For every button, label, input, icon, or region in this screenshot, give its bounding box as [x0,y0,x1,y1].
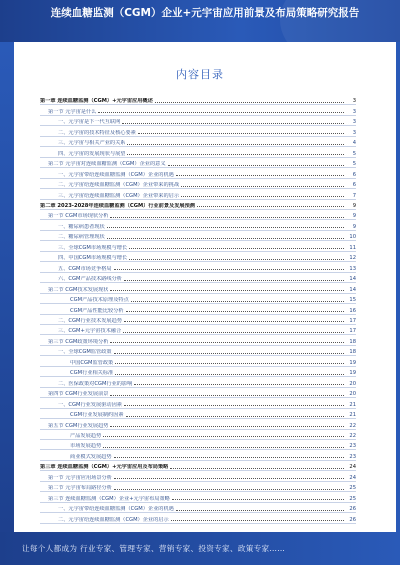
report-title: 连续血糖监测（CGM）企业+元宇宙应用前景及布局策略研究报告 [50,7,360,19]
toc-entry-page: 3 [352,98,356,105]
toc-leader-dots [197,206,344,207]
toc-leader-dots [171,520,344,521]
toc-entry-page: 5 [352,150,356,157]
toc-entry-page: 23 [349,443,356,450]
toc-entry[interactable] [40,461,356,471]
toc-entry-page: 17 [349,317,356,324]
toc-entry-label: CGM产品性能比较分析 [70,307,124,314]
toc-entry-page: 3 [352,119,356,126]
toc-leader-dots [181,186,344,187]
toc-leader-dots [176,175,344,176]
toc-heading: 内容目录 [176,68,224,81]
toc-entry-page: 19 [349,370,356,377]
toc-entry-page: 16 [349,307,356,314]
toc-entry-label: 第四节 CGM行业发展前景 [48,391,109,398]
toc-entry-label: 第五节 CGM行业发展趋势 [48,422,109,429]
toc-entry-label: 中国CGM监管政策 [70,359,114,366]
toc-entry-label: 产品发展趋势 [70,432,102,439]
toc-entry-label: 三、元宇宙给连续血糖监测（CGM）企业带来的启示 [58,192,180,199]
toc-entry[interactable] [40,147,356,157]
report-header [0,0,400,42]
toc-leader-dots [107,238,344,239]
toc-entry[interactable] [40,513,356,523]
toc-entry-page: 20 [349,391,356,398]
toc-leader-dots [98,112,344,113]
toc-leader-dots [114,269,344,270]
toc-entry-page: 11 [349,244,356,251]
toc-entry-page: 26 [349,506,356,513]
toc-entry-label: 第二节 CGM技术发展现状 [48,286,109,293]
toc-leader-dots [114,457,344,458]
toc-entry-label: 第三章 连续血糖监测（CGM）+元宇宙应用及布局策略 [40,464,169,471]
toc-entry[interactable] [40,168,356,178]
toc-entry[interactable] [40,294,356,304]
toc-entry-label: 六、CGM产品技术路线分析 [58,276,122,283]
toc-entry-page: 21 [349,412,356,419]
footer-slogan: 让每个人都成为 行业专家、管理专家、营销专家、投资专家、政策专家…… [22,544,286,553]
toc-entry-label: 第三节 CGM政策环境分析 [48,338,109,345]
toc-entry-page: 18 [349,349,356,356]
toc-entry-label: CGM行业相关标准 [70,370,114,377]
toc-entry-page: 13 [349,265,356,272]
toc-leader-dots [127,154,344,155]
toc-leader-dots [126,311,344,312]
toc-leader-dots [155,102,344,103]
toc-entry-page: 10 [349,234,356,241]
toc-entry[interactable] [40,450,356,460]
toc-entry-page: 14 [349,286,356,293]
toc-entry-page: 17 [349,328,356,335]
toc-entry-label: 三、元宇宙与相关产业的关系 [58,140,126,147]
toc-entry-page: 19 [349,359,356,366]
toc-entry-page: 3 [352,108,356,115]
toc-entry-page: 6 [352,182,356,189]
toc-entry-page: 5 [352,161,356,168]
toc-entry[interactable] [40,471,356,481]
toc-entry-label: CGM产品技术原理及特点 [70,297,129,304]
toc-entry-page: 21 [349,401,356,408]
toc-entry[interactable] [40,419,356,429]
toc-entry[interactable] [40,95,356,105]
toc-leader-dots [103,447,344,448]
toc-entry-page: 22 [349,432,356,439]
toc-entry-label: 第一节 CGM市场现状分析 [48,213,109,220]
toc-entry-label: 市场发展趋势 [70,443,102,450]
toc-leader-dots [123,332,344,333]
toc-leader-dots [124,405,344,406]
toc-entry-label: 二、糖尿病管理现状 [58,234,105,241]
toc-entry[interactable] [40,388,356,398]
toc-entry-page: 25 [349,495,356,502]
toc-entry[interactable] [40,210,356,220]
toc-entry-label: 第二节 元宇宙布局路径分析 [48,485,112,492]
toc-entry-label: 一、元宇宙是下一代互联网 [58,119,121,126]
toc-entry-label: 五、CGM市场竞争格局 [58,265,112,272]
toc-leader-dots [129,248,344,249]
toc-leader-dots [114,489,344,490]
toc-entry-page: 23 [349,453,356,460]
toc-entry[interactable] [40,377,356,387]
toc-entry-page: 26 [349,516,356,523]
toc-entry-page: 9 [352,202,356,209]
toc-leader-dots [127,144,344,145]
toc-leader-dots [110,217,344,218]
toc-entry[interactable] [40,105,356,115]
toc-entry[interactable] [40,116,356,126]
toc-entry-label: 第一章 连续血糖监测（CGM）+元宇宙应用概述 [40,98,153,105]
toc-entry-page: 22 [349,422,356,429]
toc-entry-label: 三、全球CGM市场规模与增长 [58,244,128,251]
toc-leader-dots [176,510,344,511]
toc-entry-page: 12 [349,255,356,262]
toc-entry-page: 3 [352,129,356,136]
toc-entry-label: 商业模式发展趋势 [70,453,112,460]
toc-entry-label: 第一节 元宇宙是什么 [48,108,97,115]
toc-entry[interactable] [40,430,356,440]
toc-leader-dots [126,416,344,417]
toc-leader-dots [134,384,344,385]
toc-leader-dots [122,123,344,124]
toc-entry[interactable] [40,409,356,419]
toc-entry-page: 20 [349,380,356,387]
toc-entry-label: 四、中国CGM市场规模与增长 [58,255,128,262]
toc-entry[interactable] [40,440,356,450]
toc-entry[interactable] [40,482,356,492]
toc-entry[interactable] [40,179,356,189]
toc-leader-dots [110,395,344,396]
toc-entry[interactable] [40,492,356,502]
toc-entry[interactable] [40,220,356,230]
toc-entry[interactable] [40,200,356,210]
toc-leader-dots [170,468,344,469]
toc-entry[interactable] [40,252,356,262]
toc-entry-label: 第三节 连续血糖监测（CGM）企业+元宇宙布局策略 [48,495,170,502]
toc-entry[interactable] [40,241,356,251]
toc-leader-dots [110,426,344,427]
toc-entry[interactable] [40,231,356,241]
toc-entry[interactable] [40,126,356,136]
toc-entry-page: 9 [352,213,356,220]
toc-entry[interactable] [40,262,356,272]
toc-entry-label: 一、元宇宙带给连续血糖监测（CGM）企业的机遇 [58,506,174,513]
toc-entry-label: 二、元宇宙给连续血糖监测（CGM）企业带来的挑战 [58,182,180,189]
toc-leader-dots [110,342,344,343]
toc-entry[interactable] [40,189,356,199]
toc-leader-dots [114,478,344,479]
toc-entry[interactable] [40,325,356,335]
toc-entry-page: 24 [349,474,356,481]
toc-entry-page: 24 [349,464,356,471]
toc-leader-dots [124,280,344,281]
toc-entry[interactable] [40,158,356,168]
toc-entry-label: 二、医保政策对CGM行业的影响 [58,380,133,387]
toc-entry[interactable] [40,356,356,366]
toc-entry[interactable] [40,346,356,356]
toc-entry-page: 9 [352,223,356,230]
toc-leader-dots [115,363,344,364]
toc-leader-dots [110,290,344,291]
toc-entry-page: 18 [349,338,356,345]
toc-leader-dots [129,259,344,260]
right-accent-bar [396,42,400,550]
toc-entry[interactable] [40,335,356,345]
toc-entry-label: 一、CGM行业发展驱动因素 [58,401,122,408]
toc-leader-dots [138,133,344,134]
toc-leader-dots [114,353,344,354]
toc-entry-label: 第二节 元宇宙对连续血糖监测（CGM）企业的意义 [48,161,166,168]
toc-entry-page: 4 [352,140,356,147]
toc-leader-dots [124,321,344,322]
toc-entry-page: 15 [349,297,356,304]
toc-leader-dots [103,436,344,437]
toc-entry-page: 14 [349,276,356,283]
toc-leader-dots [115,374,344,375]
toc-leader-dots [107,227,344,228]
toc-entry-page: 6 [352,171,356,178]
toc-leader-dots [172,499,344,500]
toc-entry[interactable] [40,503,356,513]
report-footer [0,532,400,565]
toc-entry[interactable] [40,137,356,147]
toc-entry-label: 一、糖尿病患者现状 [58,223,105,230]
toc-leader-dots [168,165,344,166]
toc-entry-label: 四、元宇宙的发展现状与展望 [58,150,126,157]
toc-entry-label: 第一节 元宇宙应用场景分析 [48,474,112,481]
toc-entry[interactable] [40,315,356,325]
toc-entry-label: 一、全球CGM监管政策 [58,349,112,356]
toc-entry-label: 二、元宇宙的技术特征及核心要素 [58,129,136,136]
toc-entry-page: 25 [349,485,356,492]
toc-entry-label: 一、元宇宙带给连续血糖监测（CGM）企业的机遇 [58,171,174,178]
toc-entry[interactable] [40,273,356,283]
left-accent-bar [0,42,14,550]
toc-entry[interactable] [40,283,356,293]
table-of-contents [40,95,356,524]
toc-entry[interactable] [40,367,356,377]
toc-entry-label: 二、元宇宙给连续血糖监测（CGM）企业的启示 [58,516,169,523]
toc-entry-label: 三、CGM+元宇宙技术融合 [58,328,122,335]
toc-entry-label: 二、CGM行业技术发展趋势 [58,317,122,324]
toc-leader-dots [131,301,344,302]
toc-entry-label: 第二章 2023-2028年连续血糖监测（CGM）行业前景及发展预测 [40,202,195,209]
toc-leader-dots [181,196,344,197]
toc-entry-label: CGM行业发展制约因素 [70,412,124,419]
toc-entry[interactable] [40,398,356,408]
toc-entry-page: 7 [352,192,356,199]
toc-entry[interactable] [40,304,356,314]
